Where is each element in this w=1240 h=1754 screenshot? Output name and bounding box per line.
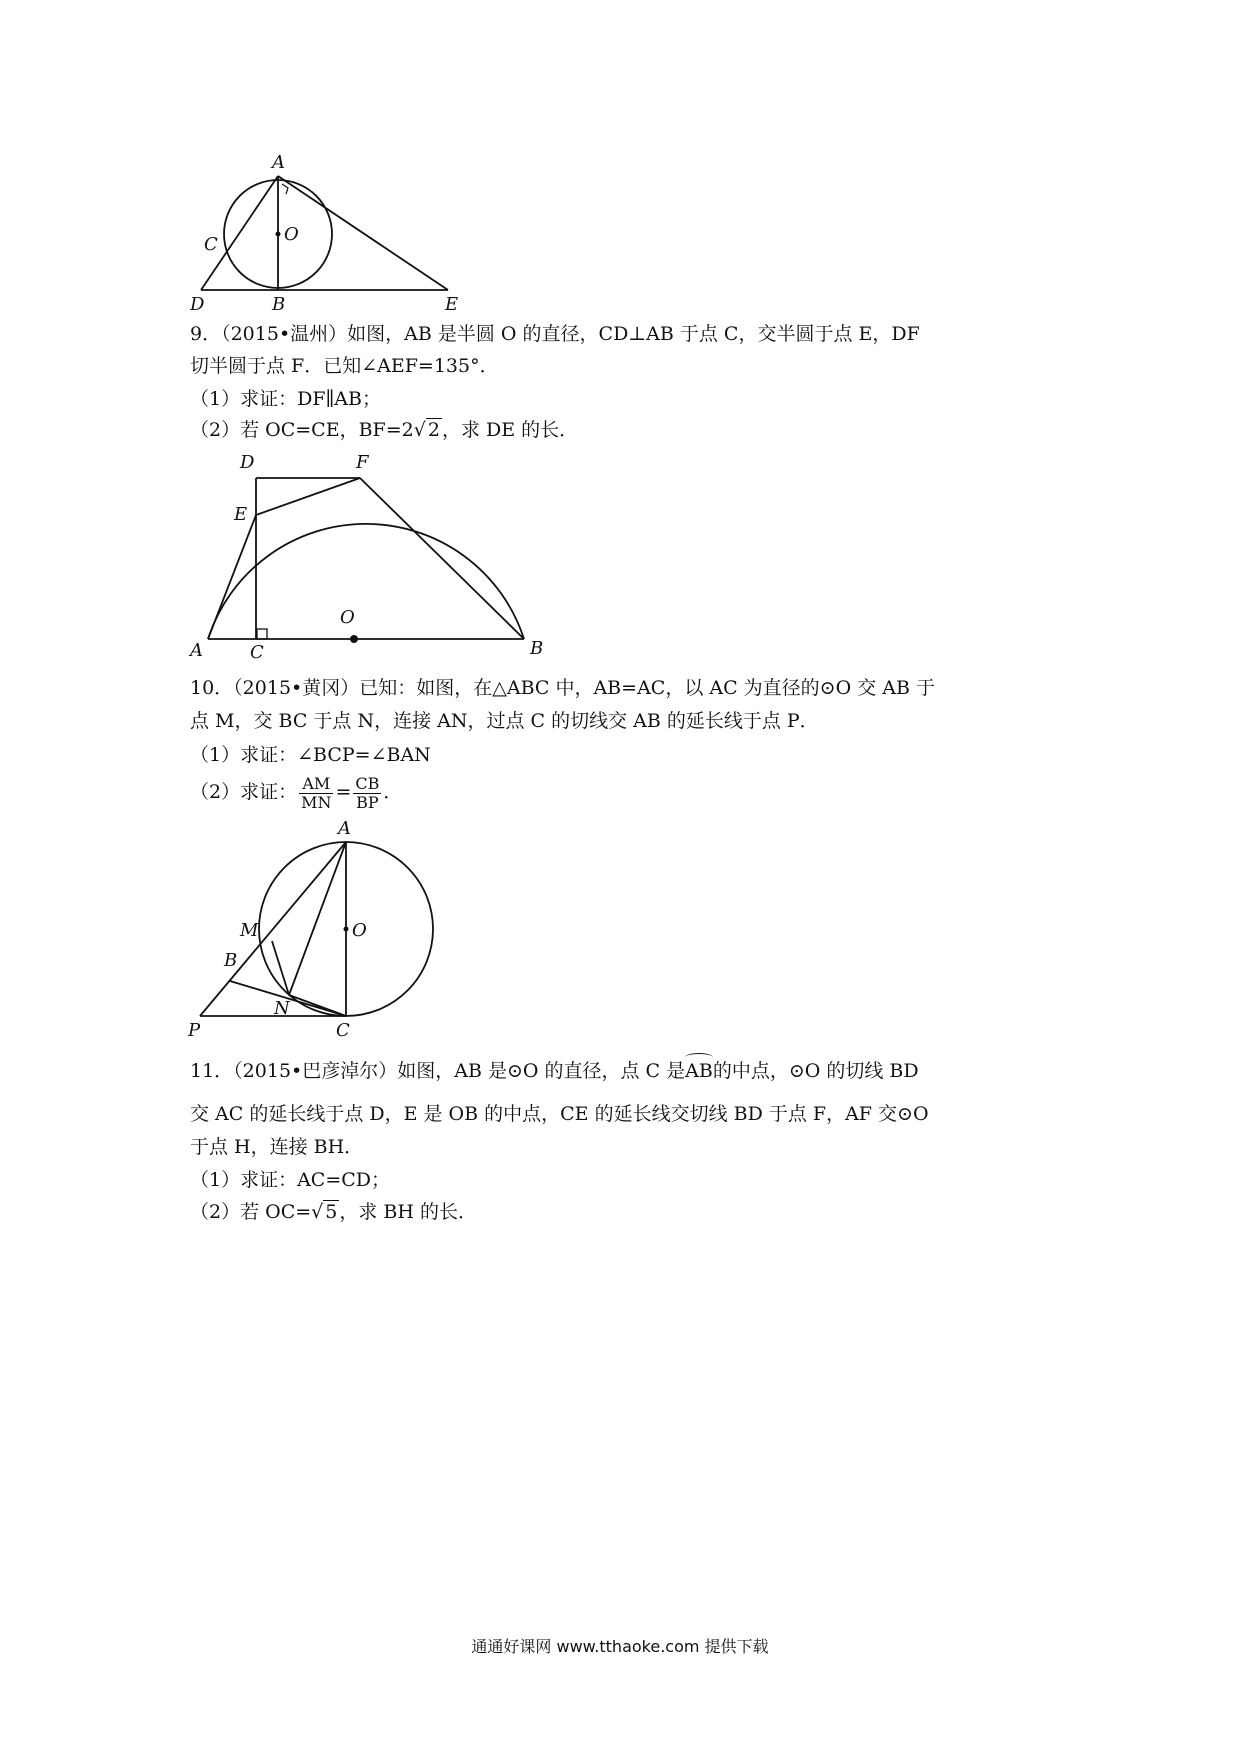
label-e: E: [445, 294, 459, 312]
q9-part2-pre: （2）若 OC=CE，BF=: [190, 419, 402, 441]
label-a: A: [338, 818, 351, 839]
label-d: D: [190, 294, 205, 312]
figure-circle-tangent-triangle: [190, 150, 490, 312]
segment-ae: [278, 176, 448, 290]
frac1-numerator: AM: [299, 775, 333, 794]
label-b: B: [272, 294, 286, 312]
q11-arc-ab: AB: [685, 1055, 713, 1083]
q11-line1-post: 的中点，⊙O 的切线 BD: [712, 1060, 919, 1082]
q11-line3: 于点 H，连接 BH．: [190, 1136, 364, 1158]
q10-part1: （1）求证：∠BCP=∠BAN: [190, 744, 431, 766]
figure-circle-triangle-tangent: [188, 818, 448, 1038]
q9-part2: [190, 418, 578, 442]
label-c: C: [250, 642, 264, 660]
frac2-numerator: CB: [355, 773, 380, 793]
q11-part2-post: ，求 BH 的长．: [339, 1201, 477, 1223]
label-f: F: [356, 452, 369, 473]
q10-part2: [190, 770, 402, 814]
label-o: O: [340, 607, 355, 628]
q9-bf-coef: 2: [401, 419, 414, 441]
segment-ef: [256, 478, 360, 515]
center-dot: [344, 927, 349, 932]
label-c: C: [336, 1020, 350, 1038]
q11-part2: [190, 1200, 477, 1224]
label-b: B: [224, 950, 238, 971]
q10-part2-post: ．: [383, 781, 403, 803]
label-c: C: [204, 234, 218, 255]
segment-fb: [360, 478, 524, 639]
segment-nc: [289, 995, 346, 1016]
q10-fraction-am-mn: [299, 775, 333, 812]
center-dot: [350, 635, 358, 643]
q9-bf-sqrt: √ 2: [413, 419, 440, 441]
q11-line1: [190, 1055, 919, 1083]
label-e: E: [234, 504, 248, 525]
segment-an: [289, 842, 346, 995]
q11-line2: 交 AC 的延长线于点 D，E 是 OB 的中点，CE 的延长线交切线 BD 于点 F，AF 交⊙O: [190, 1103, 929, 1125]
q10-line1: 10．（2015•黄冈）已知：如图，在△ABC 中，AB=AC，以 AC 为直径的⊙O 交 AB 于: [190, 677, 935, 699]
q9-line1: 9．（2015•温州）如图，AB 是半圆 O 的直径，CD⊥AB 于点 C，交半圆于点 E，DF: [190, 323, 920, 345]
frac1-denominator: MN: [301, 792, 332, 812]
q9-part2-post: ，求 DE 的长．: [441, 419, 579, 441]
right-angle-mark: [282, 184, 288, 194]
q10-fraction-cb-bp: [353, 775, 381, 812]
segment-ae: [208, 515, 256, 639]
q10-equals: =: [335, 781, 352, 803]
label-p: P: [188, 1020, 201, 1038]
page-footer: 通通好课网 www.tthaoke.com 提供下载: [471, 1637, 769, 1656]
q11-line1-pre: 11．（2015•巴彦淖尔）如图，AB 是⊙O 的直径，点 C 是: [190, 1060, 686, 1082]
q11-part2-pre: （2）若 OC=: [190, 1201, 312, 1223]
label-d: D: [240, 452, 255, 473]
label-o: O: [284, 224, 299, 245]
q11-part1: （1）求证：AC=CD；: [190, 1169, 391, 1191]
frac2-denominator: BP: [356, 792, 379, 812]
q11-oc-sqrt: √ 5: [311, 1201, 338, 1223]
q9-bf-radicand: 2: [427, 419, 440, 441]
label-a: A: [190, 640, 203, 660]
label-n: N: [274, 998, 290, 1019]
q10-line2: 点 M，交 BC 于点 N，连接 AN，过点 C 的切线交 AB 的延长线于点 P．: [190, 710, 819, 732]
label-b: B: [530, 638, 544, 659]
label-m: M: [240, 920, 259, 941]
label-a: A: [272, 152, 285, 173]
q9-part1: （1）求证：DF∥AB；: [190, 388, 381, 410]
right-angle-mark: [257, 629, 267, 639]
figure-semicircle: [188, 450, 548, 660]
segment-ap: [200, 842, 346, 1016]
center-dot: [276, 232, 281, 237]
q9-line2: 切半圆于点 F．已知∠AEF=135°．: [190, 355, 499, 377]
label-o: O: [352, 920, 367, 941]
q10-part2-pre: （2）求证：: [190, 781, 298, 803]
q11-oc-radicand: 5: [325, 1201, 338, 1223]
